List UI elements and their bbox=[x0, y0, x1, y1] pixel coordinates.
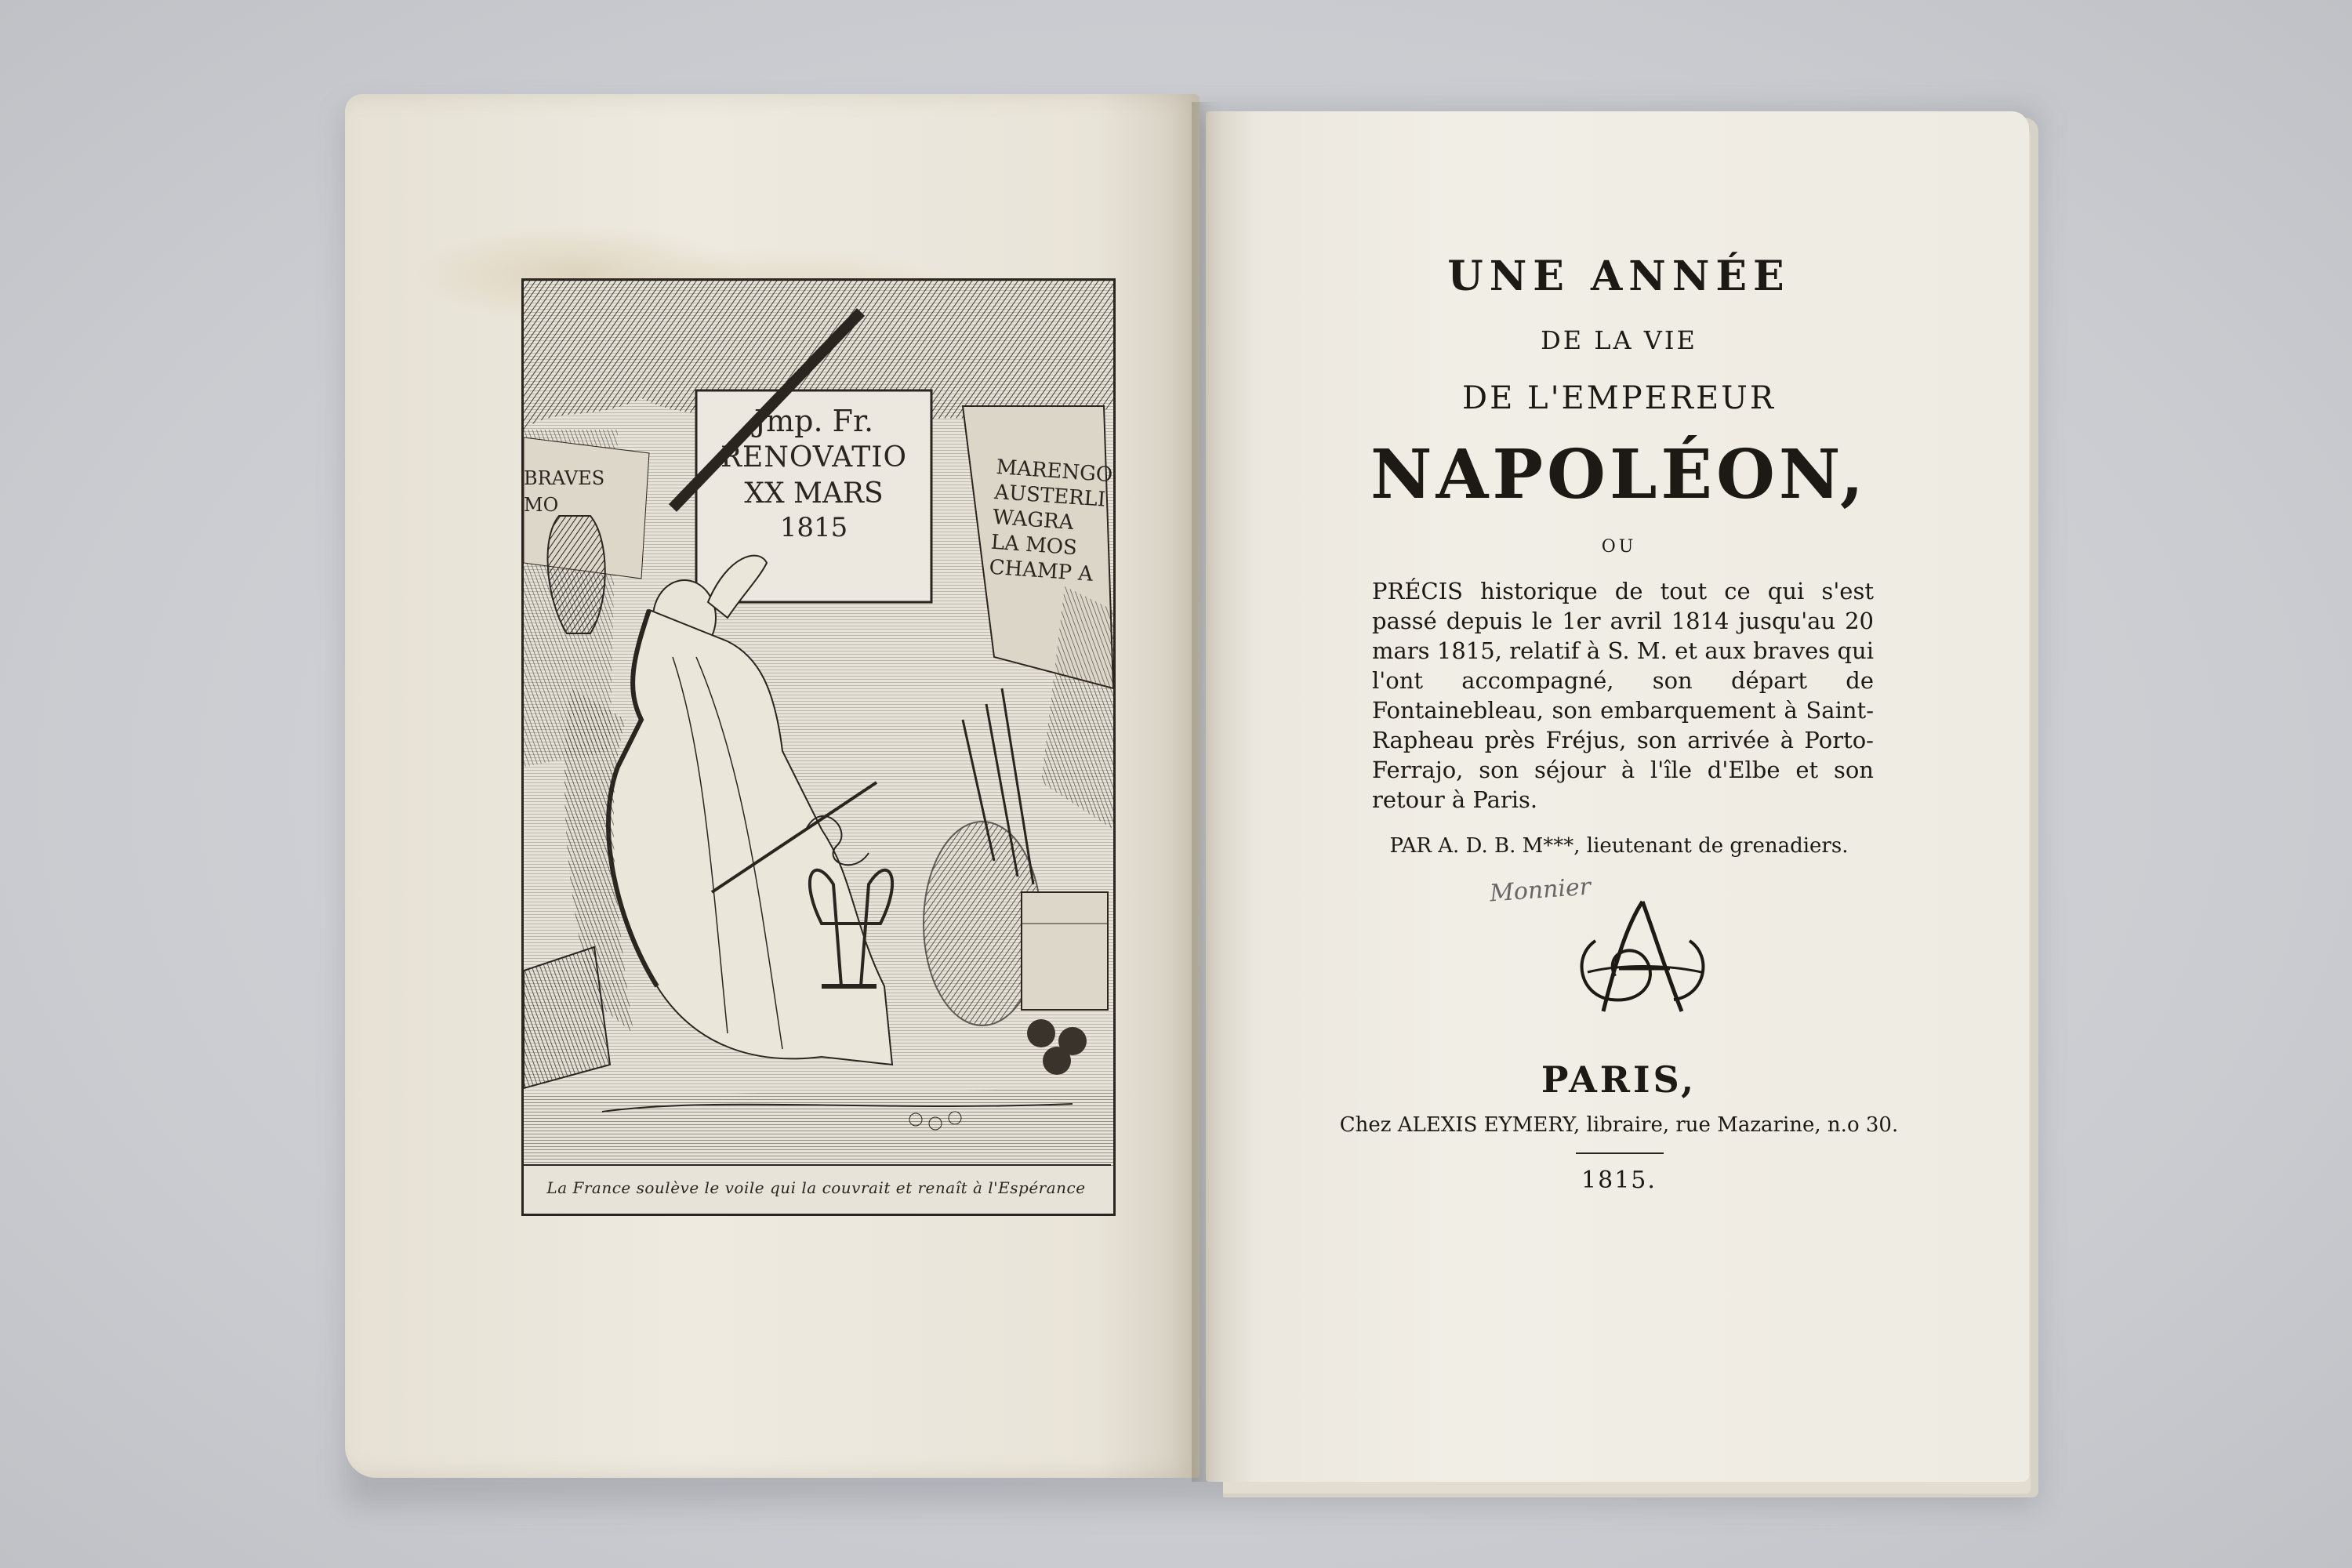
flag-line: LA MOS bbox=[989, 530, 1078, 561]
frontispiece-engraving bbox=[521, 278, 1116, 1216]
title-line-1: UNE ANNÉE bbox=[1447, 252, 1791, 300]
title-line-2: DE LA VIE bbox=[1541, 325, 1697, 355]
plaque-line: XX MARS bbox=[744, 477, 884, 510]
handwritten-signature: Monnier bbox=[1488, 873, 1592, 908]
title-line-3: DE L'EMPEREUR bbox=[1462, 380, 1776, 416]
title-conjunction: OU bbox=[1601, 537, 1637, 557]
banner-line: BRAVES bbox=[524, 467, 605, 489]
monogram-icon bbox=[1572, 894, 1713, 1027]
title-main: NAPOLÉON, bbox=[1370, 435, 1867, 514]
flag-line: MARENGO bbox=[995, 455, 1114, 488]
precis-paragraph: PRÉCIS historique de tout ce qui s'est passé depuis le 1er avril 1814 jusqu'au 20 mars 1815, relatif à S. M. et aux braves qui l'ont accompagné, son départ de Fontainebleau, son embarquement à Saint-Rapheau près Fréjus, son arrivée à Porto-Ferrajo, son séjour à l'île d'Elbe et son retour à Paris. bbox=[1372, 578, 1874, 813]
flag-line: AUSTERLI bbox=[993, 480, 1107, 512]
flag-line: WAGRA bbox=[992, 505, 1075, 535]
author-line: PAR A. D. B. M***, lieutenant de grenadiers. bbox=[1389, 834, 1849, 858]
imprint-rule bbox=[1576, 1152, 1664, 1154]
imprint-publisher: Chez ALEXIS EYMERY, libraire, rue Mazarine, n.o 30. bbox=[1339, 1113, 1899, 1137]
banner-line: MO bbox=[524, 494, 559, 516]
engraving-caption: La France soulève le voile qui la couvrait et renaît à l'Espérance bbox=[546, 1178, 1086, 1197]
plaque-line: Jmp. Fr. bbox=[753, 404, 874, 438]
plaque-line: 1815 bbox=[779, 512, 848, 543]
flag-inscription bbox=[989, 457, 1114, 586]
plaque-line: RENOVATIO bbox=[720, 441, 908, 474]
book-gutter bbox=[1192, 102, 1223, 1482]
banner-inscription bbox=[524, 469, 641, 514]
plaque-inscription bbox=[696, 398, 931, 541]
imprint-year: 1815. bbox=[1581, 1167, 1657, 1194]
flag-line: CHAMP A bbox=[988, 555, 1094, 586]
imprint-city: PARIS, bbox=[1541, 1058, 1697, 1101]
caption-band bbox=[521, 1164, 1111, 1210]
